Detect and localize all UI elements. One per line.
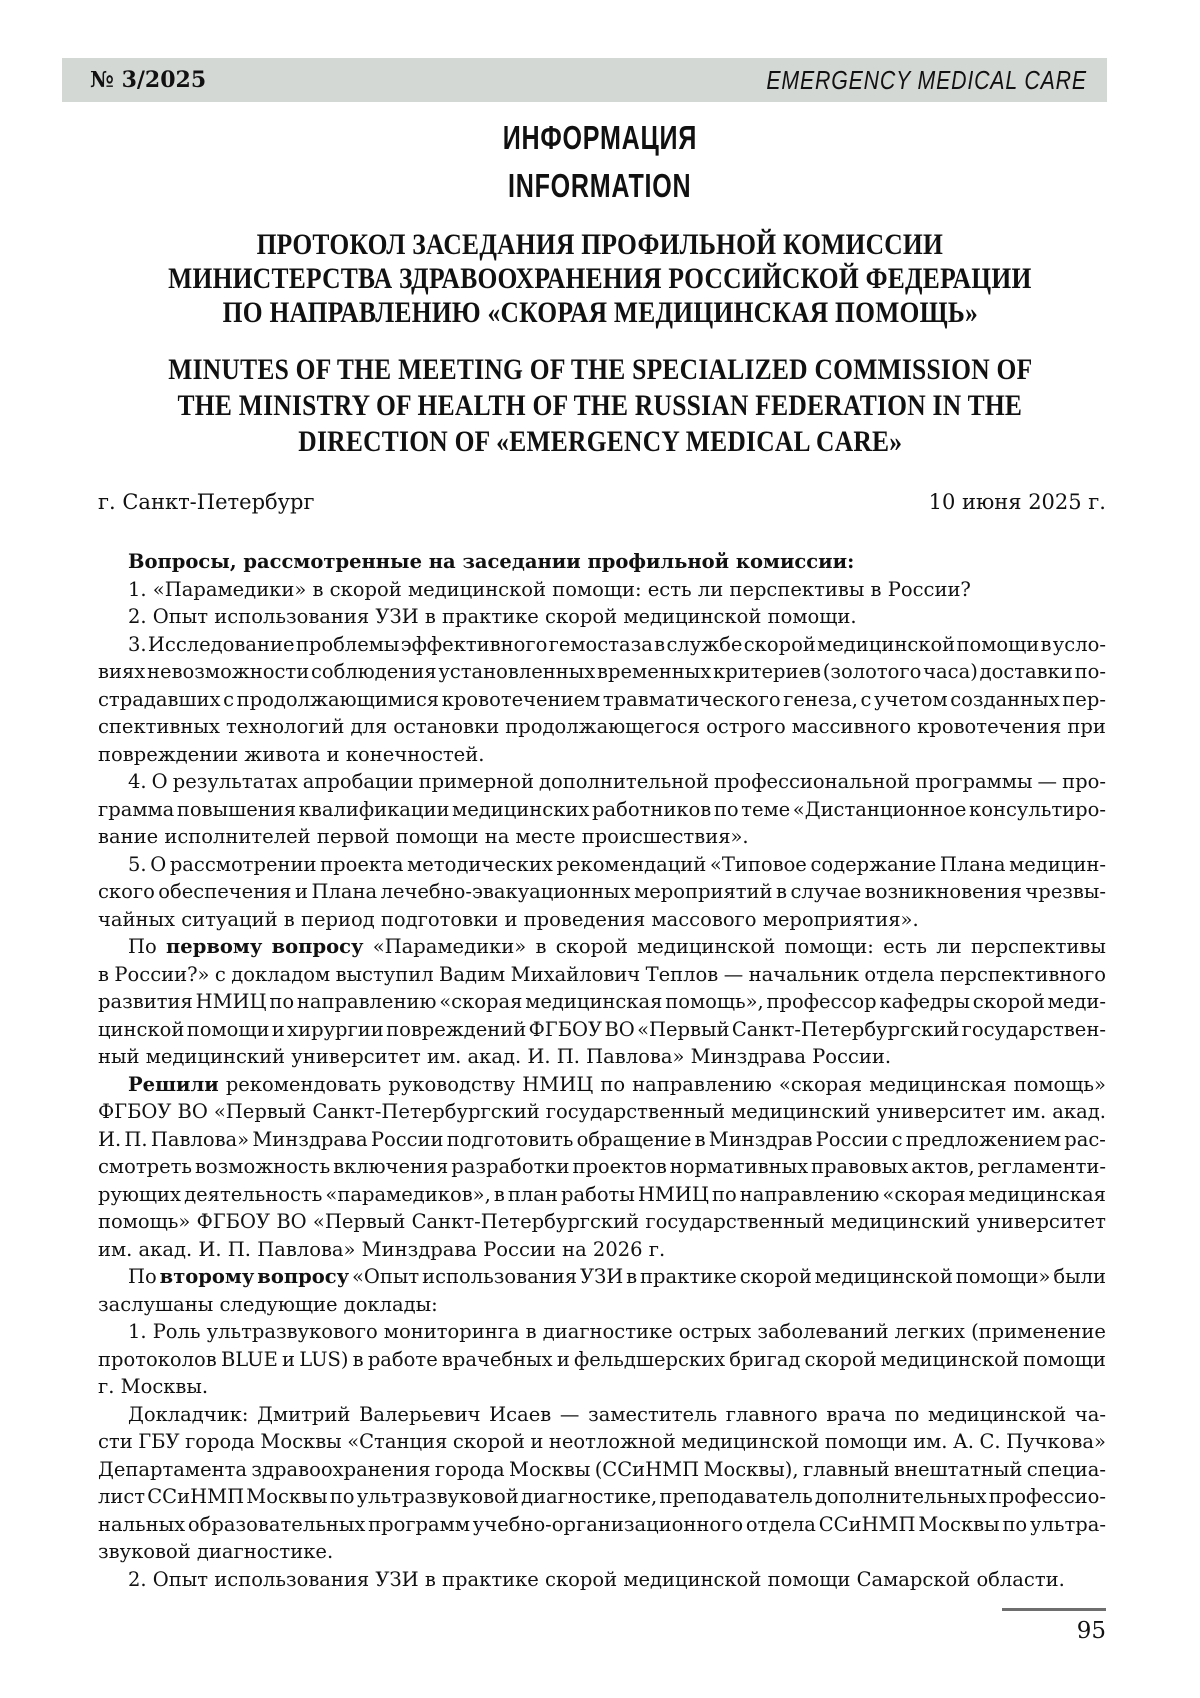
paragraph	[98, 851, 1106, 934]
section-title-ru	[0, 120, 1200, 162]
text-line: По первому вопросу «Парамедики» в скорой медицинской помощи: есть ли перспективы	[128, 935, 1106, 958]
article-title-line-en: MINUTES OF THE MEETING OF THE SPECIALIZED COMMISSION OF	[167, 353, 1033, 386]
text-line: рующих деятельность «парамедиков», в план работы НМИЦ по направлению «скорая медицинская	[98, 1182, 1106, 1206]
journal-name: EMERGENCY MEDICAL CARE	[766, 64, 1087, 95]
text-line: Решили рекомендовать руководству НМИЦ по направлению «скорая медицинская помощь»	[128, 1072, 1106, 1096]
place-date-row	[98, 490, 1106, 514]
text-line: цинской помощи и хирургии повреждений ФГБОУ ВО «Первый Санкт-Петербургский государствен-	[98, 1017, 1106, 1041]
article-title-line-en: DIRECTION OF «EMERGENCY MEDICAL CARE»	[297, 425, 903, 458]
article-title-line-ru: МИНИСТЕРСТВА ЗДРАВООХРАНЕНИЯ РОССИЙСКОЙ ФЕДЕРАЦИИ	[168, 262, 1032, 295]
paragraph	[98, 1071, 1106, 1264]
text-line: нальных образовательных программ учебно-организационного отдела ССиНМП Москвы по ультра-	[98, 1512, 1106, 1536]
text-line: грамма повышения квалификации медицинских работников по теме «Дистанционное консультиро-	[98, 797, 1106, 821]
paragraph	[98, 933, 1106, 1071]
text-line: страдавших с продолжающимися кровотечением травматического генеза, с учетом созданных пер-	[98, 687, 1106, 711]
text-line: вание исполнителей первой помощи на месте происшествия».	[98, 825, 749, 848]
article-title-line-en: THE MINISTRY OF HEALTH OF THE RUSSIAN FEDERATION IN THE	[177, 389, 1023, 422]
text-line: г. Москвы.	[98, 1375, 209, 1398]
article-title-en	[0, 352, 1200, 460]
text-line: им. акад. И. П. Павлова» Минздрава России на 2026 г.	[98, 1237, 666, 1261]
text-line: лист ССиНМП Москвы по ультразвуковой диагностике, преподаватель дополнительных профессио-	[98, 1485, 1106, 1508]
article-title-line-ru: ПРОТОКОЛ ЗАСЕДАНИЯ ПРОФИЛЬНОЙ КОМИССИИ	[256, 228, 944, 261]
paragraph	[98, 1566, 1106, 1594]
meeting-date: 10 июня 2025 г.	[928, 490, 1106, 514]
text-line: 5. О рассмотрении проекта методических рекомендаций «Типовое содержание Плана медицин-	[128, 852, 1106, 876]
text-line: 1. «Парамедики» в скорой медицинской помощи: есть ли перспективы в России?	[128, 577, 971, 601]
page-header-bar	[62, 58, 1107, 102]
text-line: 3. Исследование проблемы эффективного гемостаза в службе скорой медицинской помощи в усло-	[128, 632, 1106, 656]
text-line: 2. Опыт использования УЗИ в практике скорой медицинской помощи.	[128, 605, 857, 628]
meeting-place: г. Санкт-Петербург	[98, 490, 315, 514]
text-line: Докладчик: Дмитрий Валерьевич Исаев — заместитель главного врача по медицинской ча-	[128, 1402, 1106, 1426]
paragraph	[98, 576, 1106, 604]
text-line: 4. О результатах апробации примерной дополнительной профессиональной программы — про-	[128, 770, 1106, 793]
text-line: виях невозможности соблюдения установленных временных критериев (золотого часа) доставки по-	[98, 660, 1106, 683]
section-title-ru-text: ИНФОРМАЦИЯ	[502, 119, 698, 156]
paragraph	[98, 631, 1106, 769]
text-line: помощь» ФГБОУ ВО «Первый Санкт-Петербургский государственный медицинский университет	[98, 1210, 1106, 1233]
text-line: звуковой диагностике.	[98, 1540, 334, 1563]
paragraph	[98, 603, 1106, 631]
text-line: протоколов BLUE и LUS) в работе врачебных и фельдшерских бригад скорой медицинской помощи	[98, 1347, 1106, 1371]
article-body	[98, 548, 1106, 1593]
text-line: ФГБОУ ВО «Первый Санкт-Петербургский государственный медицинский университет им. акад.	[98, 1100, 1106, 1123]
footer-rule	[1002, 1608, 1106, 1611]
article-title-line-ru: ПО НАПРАВЛЕНИЮ «СКОРАЯ МЕДИЦИНСКАЯ ПОМОЩЬ»	[222, 296, 978, 329]
issue-number: № 3/2025	[90, 67, 207, 93]
text-line: По второму вопросу «Опыт использования УЗИ в практике скорой медицинской помощи» были	[128, 1265, 1106, 1288]
text-line: смотреть возможность включения разработки проектов нормативных правовых актов, регламенти-	[98, 1155, 1106, 1178]
paragraph	[98, 1401, 1106, 1566]
text-line: повреждении живота и конечностей.	[98, 742, 485, 766]
text-line: 1. Роль ультразвукового мониторинга в диагностике острых заболеваний легких (применение	[128, 1320, 1106, 1343]
section-title-en-text: INFORMATION	[508, 167, 692, 204]
text-line: спективных технологий для остановки продолжающегося острого массивного кровотечения при	[98, 715, 1106, 738]
text-line: Департамента здравоохранения города Москвы (ССиНМП Москвы), главный внештатный специа-	[98, 1457, 1106, 1481]
text-line: развития НМИЦ по направлению «скорая медицинская помощь», профессор кафедры скорой меди-	[98, 990, 1106, 1013]
text-line: чайных ситуаций в период подготовки и проведения массового мероприятия».	[98, 907, 919, 931]
text-line: И. П. Павлова» Минздрава России подготовить обращение в Минздрав России с предложением рас-	[98, 1127, 1106, 1151]
paragraph	[98, 1263, 1106, 1318]
text-line: заслушаны следующие доклады:	[98, 1292, 438, 1316]
article-title-ru	[0, 228, 1200, 330]
text-line: Вопросы, рассмотренные на заседании профильной комиссии:	[128, 550, 855, 573]
section-title-en	[0, 168, 1200, 210]
paragraph	[98, 1318, 1106, 1401]
text-line: в России?» с докладом выступил Вадим Михайлович Теплов — начальник отдела перспективного	[98, 962, 1106, 986]
paragraph	[98, 548, 1106, 576]
text-line: 2. Опыт использования УЗИ в практике скорой медицинской помощи Самарской области.	[128, 1567, 1065, 1591]
text-line: ского обеспечения и Плана лечебно-эвакуационных мероприятий в случае возникновения чрезвы-	[98, 880, 1106, 903]
page-number: 95	[1076, 1618, 1106, 1644]
text-line: сти ГБУ города Москвы «Станция скорой и неотложной медицинской помощи им. А. С. Пучкова»	[98, 1430, 1106, 1453]
text-line: ный медицинский университет им. акад. И. П. Павлова» Минздрава России.	[98, 1045, 892, 1068]
paragraph	[98, 768, 1106, 851]
